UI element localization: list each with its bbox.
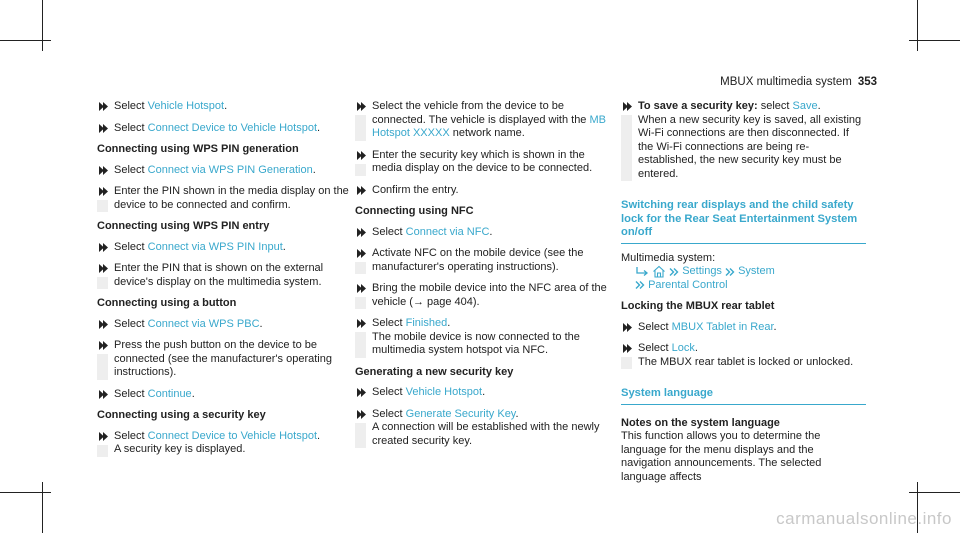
step-arrow-icon [621, 342, 634, 355]
step-text: Enter the PIN shown in the media display on the device to be connected and confirm. [114, 185, 349, 211]
subheading: Connecting using NFC [355, 205, 474, 217]
menu-link[interactable]: Vehicle Hotspot [147, 100, 225, 112]
step-arrow-icon [97, 430, 110, 443]
step-item: Select Connect via WPS PIN Input. [97, 241, 354, 255]
step-item: Select the vehicle from the device to be connected. The vehicle is displayed with the MB Hotspot XXXXX network name. [355, 100, 617, 141]
column-2 [355, 100, 617, 456]
path-system[interactable]: System [738, 265, 775, 278]
step-item: Select Finished. The mobile device is now connected to the multimedia system hotspot via NFC. [355, 317, 617, 358]
subheading: Connecting using a security key [97, 409, 266, 421]
path-settings[interactable]: Settings [682, 265, 722, 278]
step-arrow-icon [355, 282, 368, 295]
menu-link[interactable]: Connect via WPS PIN Input [147, 240, 283, 253]
menu-link[interactable]: Connect via NFC [405, 225, 490, 238]
step-item: Select Vehicle Hotspot. [97, 100, 354, 114]
step-arrow-icon [355, 149, 368, 162]
step-item: Select Connect via WPS PBC. [97, 318, 354, 332]
step-arrow-icon [621, 321, 634, 334]
crop-mark [0, 492, 51, 493]
menu-path: Multimedia system: Settings System Parental Control [621, 251, 775, 291]
step-item: Select Connect Device to Vehicle Hotspot. A security key is displayed. [97, 430, 354, 457]
step-arrow-icon [97, 241, 110, 254]
menu-link[interactable]: Vehicle Hotspot [405, 386, 483, 398]
section-heading: System language [621, 387, 866, 405]
step-text: Enter the security key which is shown in the media display on the device to be connected. [372, 148, 593, 174]
menu-link[interactable]: Finished [405, 317, 448, 329]
subheading: Connecting using WPS PIN entry [97, 220, 270, 232]
return-arrow-icon [635, 266, 649, 278]
step-item [355, 184, 617, 198]
step-item [97, 185, 354, 212]
step-arrow-icon [97, 339, 110, 352]
step-result: The mobile device is now connected to the multimedia system hotspot via NFC. [372, 330, 580, 356]
step-arrow-icon [97, 100, 110, 113]
crop-mark [917, 0, 918, 51]
step-arrow-icon [97, 318, 110, 331]
step-arrow-icon [355, 408, 368, 421]
step-item [97, 339, 354, 380]
step-item: Select Generate Security Key. A connection will be established with the newly created security key. [355, 408, 617, 449]
step-arrow-icon [355, 184, 368, 197]
step-item: Select Connect via WPS PIN Generation. [97, 164, 354, 178]
step-item: Select Connect Device to Vehicle Hotspot. [97, 122, 354, 136]
step-arrow-icon [355, 226, 368, 239]
watermark: carmanualsonline.info [776, 509, 952, 528]
step-arrow-icon [97, 164, 110, 177]
step-item [355, 149, 617, 176]
step-text: Bring the mobile device into the NFC area of the vehicle (→ page 404). [372, 282, 607, 308]
step-item [355, 247, 617, 274]
subheading: Locking the MBUX rear tablet [621, 300, 775, 313]
step-arrow-icon [97, 185, 110, 198]
step-arrow-icon [355, 100, 368, 113]
page-header [720, 76, 877, 88]
chevron-right-icon [669, 267, 679, 277]
step-item: Select Connect via NFC. [355, 226, 617, 240]
step-text: Confirm the entry. [372, 183, 459, 196]
path-parental-control[interactable]: Parental Control [648, 278, 728, 291]
step-text: Activate NFC on the mobile device (see the manufacturer's operating instructions). [372, 247, 584, 273]
step-arrow-icon [621, 100, 634, 113]
menu-link[interactable]: Connect Device to Vehicle Hotspot [147, 429, 318, 442]
step-text: Enter the PIN that is shown on the external device's display on the multimedia system. [114, 262, 324, 288]
header-title: MBUX multimedia system [720, 76, 852, 88]
step-item [355, 282, 617, 309]
subheading: Connecting using a button [97, 297, 237, 309]
menu-link[interactable]: Connect via WPS PIN Generation [147, 163, 313, 176]
crop-mark [42, 482, 43, 533]
subheading: Connecting using WPS PIN generation [97, 143, 299, 155]
section-heading: Switching rear displays and the child safety lock for the Rear Seat Entertainment System on/off [621, 199, 866, 244]
column-3 [621, 100, 866, 484]
step-arrow-icon [355, 247, 368, 260]
note-body: This function allows you to determine the language for the menu displays and the navigation announcements. The selected language affects [621, 430, 822, 483]
step-result: A security key is displayed. [114, 443, 246, 455]
note-title: Notes on the system language [621, 416, 780, 429]
step-item: Select Continue. [97, 388, 354, 402]
menu-link[interactable]: Connect via WPS PBC [147, 317, 260, 330]
chevron-right-icon [725, 267, 735, 277]
step-result: The MBUX rear tablet is locked or unlocked. [638, 355, 854, 368]
menu-link[interactable]: MBUX Tablet in Rear [671, 320, 774, 333]
network-name: MB Hotspot XXXXX [372, 113, 606, 139]
crop-mark [42, 0, 43, 51]
subheading: Generating a new security key [355, 365, 514, 378]
menu-link[interactable]: Continue [147, 387, 192, 400]
step-result: When a new security key is saved, all existing Wi-Fi connections are then disconnected. If the Wi-Fi connections are being re-established, the new security key must be entered. [638, 113, 862, 180]
step-arrow-icon [97, 262, 110, 275]
step-arrow-icon [355, 386, 368, 399]
crop-mark [0, 40, 51, 41]
step-arrow-icon [97, 388, 110, 401]
menu-link[interactable]: Connect Device to Vehicle Hotspot [147, 121, 318, 134]
step-result: A connection will be established with the newly created security key. [372, 421, 600, 447]
menu-link[interactable]: Lock [671, 342, 695, 355]
column-1 [97, 100, 354, 465]
chevron-right-icon [635, 280, 645, 290]
step-item: Select Lock. The MBUX rear tablet is locked or unlocked. [621, 342, 866, 369]
menu-link[interactable]: Generate Security Key [405, 407, 516, 420]
step-item: Select MBUX Tablet in Rear. [621, 321, 866, 335]
menu-link[interactable]: Save [792, 100, 818, 112]
page-number: 353 [857, 76, 877, 88]
step-item [97, 262, 354, 289]
step-arrow-icon [97, 122, 110, 135]
step-item: Select Vehicle Hotspot. [355, 386, 617, 400]
step-arrow-icon [355, 317, 368, 330]
home-icon[interactable] [652, 265, 666, 278]
step-text: Press the push button on the device to be connected (see the manufacturer's operating instructions). [114, 339, 332, 378]
step-item: To save a security key: select Save. When a new security key is saved, all existing Wi-Fi connections are then disconnected. If the Wi-Fi connections are being re-established, the new security key must be entered. [621, 100, 866, 181]
